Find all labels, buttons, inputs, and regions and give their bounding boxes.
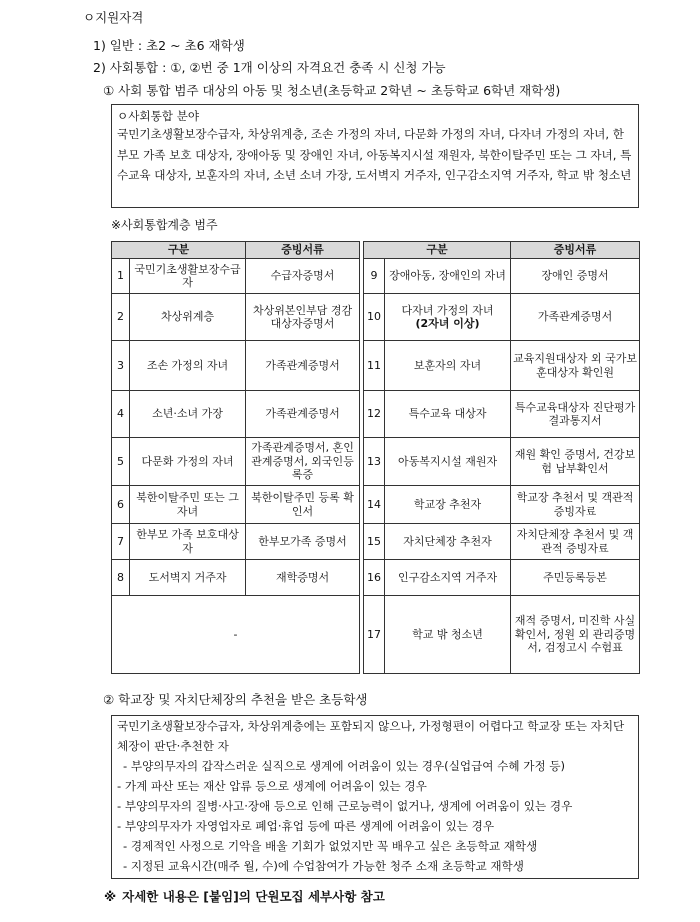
note-mark-icon: ※ [104, 889, 117, 904]
row-documents: 가족관계증명서 [246, 391, 360, 438]
list-item: - 부양의무자가 자영업자로 폐업·휴업 등에 따른 생계에 어려움이 있는 경우 [117, 819, 495, 833]
list-item: - 지정된 교육시간(매주 월, 수)에 수업참여가 가능한 청주 소재 초등학교 재학생 [123, 859, 524, 873]
row-documents: 북한이탈주민 등록 확인서 [246, 486, 360, 524]
table-row [112, 294, 640, 341]
row-category-note: (2자녀 이상) [415, 317, 480, 330]
table-row [112, 596, 640, 674]
table-row [112, 486, 640, 524]
row-number: 13 [364, 438, 385, 486]
row-documents: 특수교육대상자 진단평가 결과통지서 [511, 391, 640, 438]
row-number: 5 [112, 438, 130, 486]
row-number: 6 [112, 486, 130, 524]
category-table [111, 241, 640, 674]
row-documents: 장애인 증명서 [511, 259, 640, 294]
row-number: 8 [112, 560, 130, 596]
list-item: - 가계 파산 또는 재산 압류 등으로 생계에 어려움이 있는 경우 [117, 779, 427, 793]
reference-note [104, 887, 385, 905]
row-number: 11 [364, 341, 385, 391]
row-number: 15 [364, 524, 385, 560]
table-row [112, 341, 640, 391]
social-field-box [111, 104, 639, 208]
table-header-row [112, 242, 640, 259]
row-category: 보훈자의 자녀 [385, 341, 511, 391]
row-category: 도서벽지 거주자 [130, 560, 246, 596]
header-category-left: 구분 [112, 242, 246, 259]
row-category: 학교 밖 청소년 [385, 596, 511, 674]
row-number: 9 [364, 259, 385, 294]
row-number: 14 [364, 486, 385, 524]
social-field-body: 국민기초생활보장수급자, 차상위계층, 조손 가정의 자녀, 다문화 가정의 자녀, 다자녀 가정의 자녀, 한부모 가족 보호 대상자, 장애아동 및 장애인 자녀, 아동복지시설 재원자, 북한이탈주민 또는 그 자녀, 특수교육 대상자, 보훈자의 자녀, 소년 소녀 가장, 도서벽지 거주자, 인구감소지역 거주자, 학교 밖 청소년 [117, 127, 632, 182]
row-number: 10 [364, 294, 385, 341]
row-category [385, 294, 511, 341]
row-documents: 차상위본인부담 경감대상자증명서 [246, 294, 360, 341]
row-number: 2 [112, 294, 130, 341]
row-empty-dash: - [112, 596, 360, 674]
row-documents: 학교장 추천서 및 객관적 증빙자료 [511, 486, 640, 524]
row-category-main: 다자녀 가정의 자녀 [401, 303, 494, 317]
row-category: 다문화 가정의 자녀 [130, 438, 246, 486]
row-number: 16 [364, 560, 385, 596]
row-documents: 한부모가족 증명서 [246, 524, 360, 560]
sub-item-2: ② 학교장 및 자치단체장의 추천을 받은 초등학생 [103, 692, 368, 707]
row-number: 7 [112, 524, 130, 560]
row-documents: 주민등록등본 [511, 560, 640, 596]
table-row [112, 438, 640, 486]
list-item: - 부양의무자의 질병·사고·장애 등으로 인해 근로능력이 없거나, 생계에 어려움이 있는 경우 [117, 799, 573, 813]
row-documents: 재학증명서 [246, 560, 360, 596]
table-row [112, 524, 640, 560]
row-category: 한부모 가족 보호대상자 [130, 524, 246, 560]
row-documents: 교육지원대상자 외 국가보훈대상자 확인원 [511, 341, 640, 391]
row-number: 12 [364, 391, 385, 438]
header-category-right: 구분 [364, 242, 511, 259]
table-caption: ※사회통합계층 범주 [111, 218, 218, 232]
row-documents: 재원 확인 증명서, 건강보험 납부확인서 [511, 438, 640, 486]
row-category: 아동복지시설 재원자 [385, 438, 511, 486]
header-docs-left: 증빙서류 [246, 242, 360, 259]
item-social: 2) 사회통합 : ①, ②번 중 1개 이상의 자격요건 충족 시 신청 가능 [93, 60, 446, 75]
row-category: 국민기초생활보장수급자 [130, 259, 246, 294]
row-number: 4 [112, 391, 130, 438]
row-number: 17 [364, 596, 385, 674]
row-category: 소년·소녀 가장 [130, 391, 246, 438]
table-row [112, 391, 640, 438]
list-item: - 부양의무자의 갑작스러운 실직으로 생계에 어려움이 있는 경우(실업급여 수혜 가정 등) [123, 759, 566, 773]
row-documents: 가족관계증명서 [246, 341, 360, 391]
row-category: 자치단체장 추천자 [385, 524, 511, 560]
row-documents: 자치단체장 추천서 및 객관적 증빙자료 [511, 524, 640, 560]
note-text: 자세한 내용은 [붙임]의 단원모집 세부사항 참고 [122, 889, 385, 904]
header-docs-right: 증빙서류 [511, 242, 640, 259]
row-category: 조손 가정의 자녀 [130, 341, 246, 391]
row-documents: 재적 증명서, 미진학 사실확인서, 정원 외 관리증명서, 검정고시 수험표 [511, 596, 640, 674]
sub-item-1: ① 사회 통합 범주 대상의 아동 및 청소년(초등학교 2학년 ~ 초등학교 6학년 재학생) [103, 83, 561, 98]
social-field-title: ㅇ사회통합 분야 [117, 109, 200, 123]
item-general: 1) 일반 : 초2 ~ 초6 재학생 [93, 38, 245, 53]
row-documents: 가족관계증명서 [511, 294, 640, 341]
list-item: - 경제적인 사정으로 기악을 배울 기회가 없었지만 꼭 배우고 싶은 초등학교 재학생 [123, 839, 538, 853]
row-category: 학교장 추천자 [385, 486, 511, 524]
row-category: 인구감소지역 거주자 [385, 560, 511, 596]
table-row [112, 259, 640, 294]
row-category: 북한이탈주민 또는 그 자녀 [130, 486, 246, 524]
table-row [112, 560, 640, 596]
recommendation-intro: 국민기초생활보장수급자, 차상위계층에는 포함되지 않으나, 가정형편이 어렵다고 학교장 또는 자치단체장이 판단·추천한 자 [117, 719, 625, 753]
row-number: 3 [112, 341, 130, 391]
row-documents: 가족관계증명서, 혼인관계증명서, 외국인등록증 [246, 438, 360, 486]
recommendation-box [111, 715, 639, 879]
row-category: 장애아동, 장애인의 자녀 [385, 259, 511, 294]
row-category: 특수교육 대상자 [385, 391, 511, 438]
row-category: 차상위계층 [130, 294, 246, 341]
heading: ㅇ지원자격 [83, 10, 144, 25]
row-documents: 수급자증명서 [246, 259, 360, 294]
row-number: 1 [112, 259, 130, 294]
